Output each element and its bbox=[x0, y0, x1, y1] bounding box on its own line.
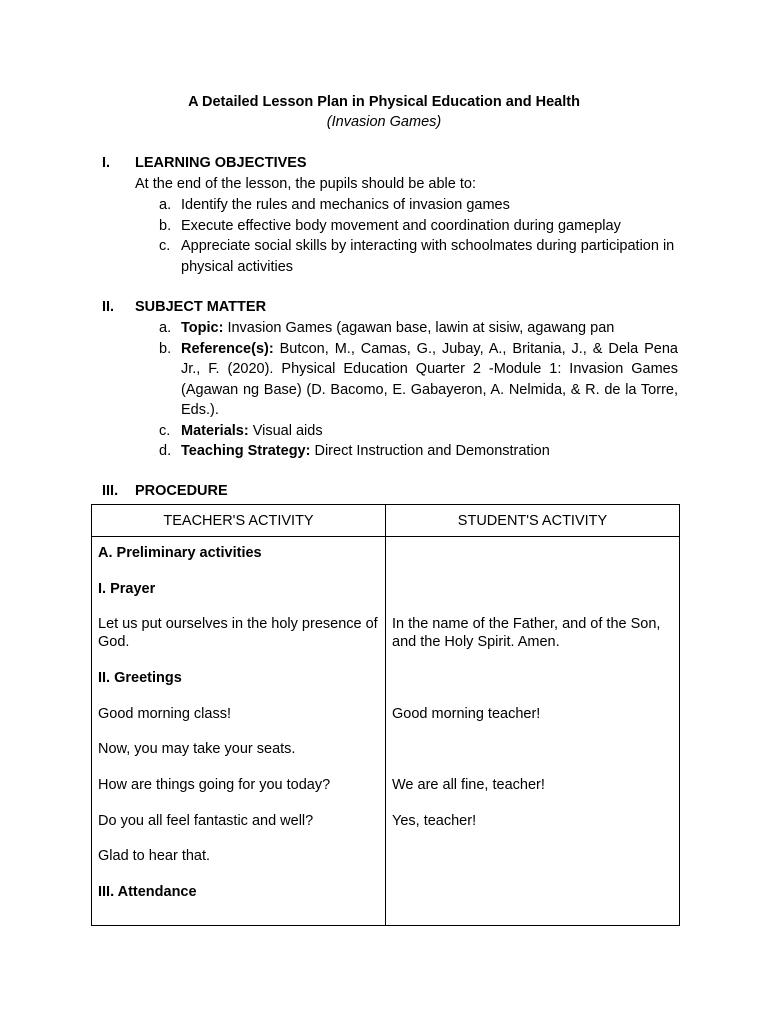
document-subtitle: (Invasion Games) bbox=[326, 114, 442, 130]
list-marker: c. bbox=[159, 238, 171, 254]
list-item bbox=[159, 195, 678, 216]
procedure-heading bbox=[102, 481, 228, 501]
item-label: Reference(s): bbox=[181, 340, 274, 357]
procedure-table bbox=[91, 504, 680, 926]
student-line: We are all fine, teacher! bbox=[392, 777, 545, 793]
item-text: Invasion Games (agawan base, lawin at sisiw, agawang pan bbox=[223, 320, 615, 336]
list-item bbox=[159, 441, 678, 462]
teacher-line: Now, you may take your seats. bbox=[98, 741, 296, 757]
student-activity-header: STUDENT'S ACTIVITY bbox=[386, 505, 680, 537]
list-marker: b. bbox=[159, 217, 172, 234]
section-title: LEARNING OBJECTIVES bbox=[135, 155, 307, 171]
list-item bbox=[159, 318, 678, 339]
section-title: SUBJECT MATTER bbox=[135, 299, 267, 315]
section-number: I. bbox=[102, 155, 111, 171]
list-item-text: Execute effective body movement and coordination during gameplay bbox=[181, 217, 621, 234]
section-title: PROCEDURE bbox=[135, 483, 228, 499]
student-line: Yes, teacher! bbox=[392, 813, 477, 829]
teacher-line: Do you all feel fantastic and well? bbox=[98, 813, 314, 829]
student-prayer: In the name of the Father, and of the Son, and the Holy Spirit. Amen. bbox=[392, 616, 661, 650]
objectives-intro: At the end of the lesson, the pupils should be able to: bbox=[135, 176, 476, 192]
item-text: Visual aids bbox=[248, 422, 323, 439]
preliminary-heading: A. Preliminary activities bbox=[98, 545, 262, 561]
item-label: Topic: bbox=[181, 320, 224, 336]
item-label: Materials: bbox=[181, 422, 249, 439]
list-marker: a. bbox=[159, 197, 172, 213]
list-marker: c. bbox=[159, 422, 171, 439]
list-marker: d. bbox=[159, 443, 172, 459]
item-label: Teaching Strategy: bbox=[181, 443, 311, 459]
item-text: Direct Instruction and Demonstration bbox=[310, 443, 550, 459]
teacher-line: How are things going for you today? bbox=[98, 777, 331, 793]
list-marker: a. bbox=[159, 320, 172, 336]
subject-matter-list bbox=[159, 318, 678, 462]
teacher-activity-cell bbox=[92, 537, 386, 926]
objectives-heading bbox=[102, 153, 307, 173]
teacher-line: Good morning class! bbox=[98, 706, 231, 722]
greetings-heading: II. Greetings bbox=[98, 670, 182, 686]
objectives-list bbox=[159, 195, 678, 277]
student-activity-cell bbox=[386, 537, 680, 926]
list-item bbox=[159, 421, 678, 442]
list-item bbox=[159, 216, 678, 237]
list-item bbox=[159, 339, 678, 421]
item-text: Butcon, M., Camas, G., Jubay, A., Britania, J., & Dela Pena Jr., F. (2020). Physical Education Quarter 2 -Module 1: Invasion Games (Agawan ng Base) (D. Bacomo, E. Gabayeron, A. Nelmida, & R. de la Torre, Eds.). bbox=[181, 340, 678, 418]
list-item-text: Identify the rules and mechanics of invasion games bbox=[181, 197, 510, 213]
section-number: III. bbox=[102, 483, 119, 499]
teacher-prayer: Let us put ourselves in the holy presence of God. bbox=[98, 616, 378, 650]
document-title: A Detailed Lesson Plan in Physical Education and Health bbox=[188, 94, 580, 110]
table-header-row bbox=[92, 505, 680, 537]
list-item-text: Appreciate social skills by interacting with schoolmates during participation in physical activities bbox=[181, 238, 675, 275]
student-line: Good morning teacher! bbox=[392, 706, 541, 722]
section-number: II. bbox=[102, 299, 115, 315]
table-row bbox=[92, 537, 680, 926]
attendance-heading: III. Attendance bbox=[98, 884, 197, 900]
subject-matter-heading bbox=[102, 297, 266, 317]
teacher-line: Glad to hear that. bbox=[98, 848, 211, 864]
list-marker: b. bbox=[159, 340, 172, 357]
teacher-activity-header: TEACHER'S ACTIVITY bbox=[92, 505, 386, 537]
prayer-heading: I. Prayer bbox=[98, 581, 156, 597]
list-item bbox=[159, 236, 678, 277]
